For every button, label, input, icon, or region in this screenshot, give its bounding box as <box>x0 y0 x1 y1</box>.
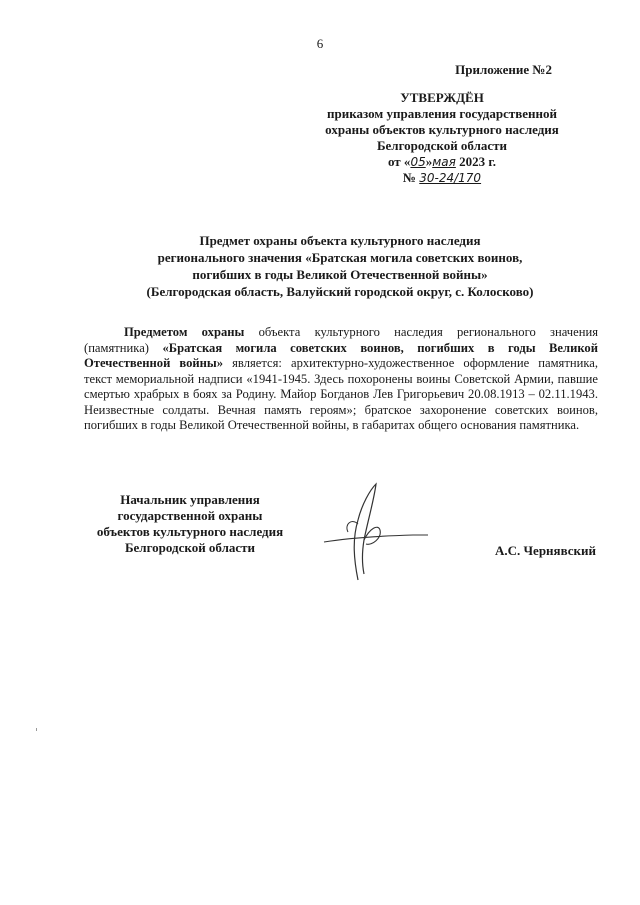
appendix-label: Приложение №2 <box>455 62 552 77</box>
title-line-2: регионального значения «Братская могила советских воинов, <box>157 250 523 265</box>
title-line-1: Предмет охраны объекта культурного наследия <box>199 233 481 248</box>
page-number: 6 <box>316 36 324 51</box>
signer-role-line-4: Белгородской области <box>124 540 256 555</box>
date-day: 05 <box>410 155 426 169</box>
title-line-3: погибших в годы Великой Отечественной войны» <box>192 267 488 282</box>
number-value: 30-24/170 <box>419 171 482 185</box>
date-year: 2023 г. <box>455 154 497 169</box>
date-month: мая <box>432 155 456 169</box>
signer-role-line-2: государственной охраны <box>117 508 263 523</box>
handwritten-signature <box>318 480 468 590</box>
approval-block <box>292 62 592 186</box>
date-prefix: от « <box>387 154 411 169</box>
scan-mark <box>36 728 37 731</box>
order-line-2: охраны объектов культурного наследия <box>325 122 559 137</box>
document-title <box>100 232 580 300</box>
body-paragraph <box>84 325 598 434</box>
lead-bold-text: Предметом охраны <box>124 325 245 339</box>
body-text-1: объекта культурного наследия регионального значения (памятника) <box>84 325 598 355</box>
monument-name: «Братская могила советских воинов, погибших в годы Великой Отечественной войны» <box>84 340 598 370</box>
approved-heading: УТВЕРЖДЁН <box>400 90 484 105</box>
signer-role <box>90 492 290 556</box>
date-mid: » <box>425 154 433 169</box>
order-line-1: приказом управления государственной <box>327 106 557 121</box>
body-text-2: является: архитектурно-художественное оформление памятника, текст мемориальной надписи «1941-1945. Здесь похоронены воины Советской Армии, павшие смертью храбрых в боях за Родину. Майор Богданов Лев Григорьевич 20.08.1913 – 02.11.1943. Неизвестные солдаты. Вечная память героям»; братское захоронение советских воинов, погибших в годы Великой Отечественной войны, в габаритах общего основания памятника. <box>84 356 598 432</box>
order-number <box>292 170 592 186</box>
order-line-3: Белгородской области <box>376 138 508 153</box>
signer-role-line-3: объектов культурного наследия <box>96 524 284 539</box>
signer-role-line-1: Начальник управления <box>120 492 260 507</box>
title-line-4: (Белгородская область, Валуйский городской округ, с. Колосково) <box>146 284 534 299</box>
number-prefix: № <box>402 170 416 185</box>
signer-name: А.С. Чернявский <box>494 543 596 558</box>
order-date <box>292 154 592 170</box>
